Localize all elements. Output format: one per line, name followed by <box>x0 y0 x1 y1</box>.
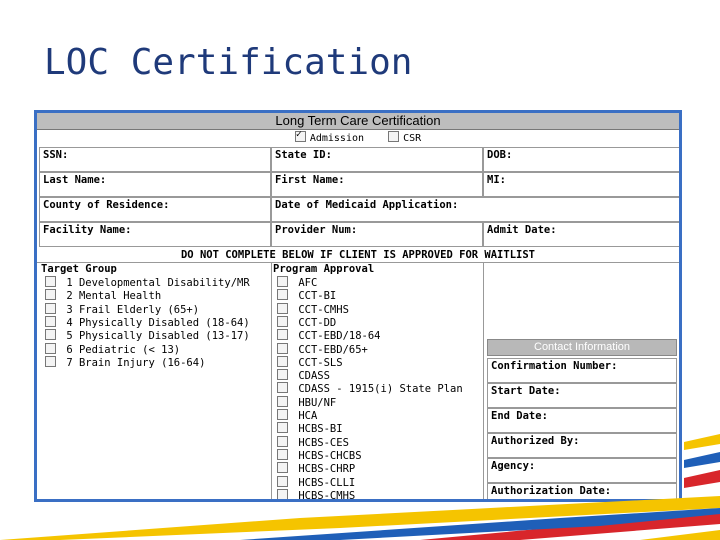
target-group-label: 5 Physically Disabled (13-17) <box>66 330 250 343</box>
target-group-label: 4 Physically Disabled (18-64) <box>66 316 250 329</box>
medicaid-date-label: Date of Medicaid Application: <box>275 199 459 211</box>
contact-field-label: Authorized By: <box>491 435 580 447</box>
program-label: HCA <box>298 410 318 422</box>
program-label: CCT-CMHS <box>298 303 349 316</box>
program-label: HBU/NF <box>298 396 337 409</box>
last-name-label: Last Name: <box>43 174 107 186</box>
program-label: HCBS-CHCBS <box>298 449 362 462</box>
slide-title: LOC Certification <box>44 42 413 83</box>
waitlist-banner: DO NOT COMPLETE BELOW IF CLIENT IS APPROVED FOR WAITLIST <box>180 249 535 261</box>
program-label: HCBS-CLLI <box>298 476 356 489</box>
state-id-label: State ID: <box>275 149 332 161</box>
contact-field-label: Confirmation Number: <box>491 360 618 372</box>
contact-information-header: Contact Information <box>487 339 677 356</box>
target-group-label: 2 Mental Health <box>66 290 162 303</box>
program-label: CCT-BI <box>298 290 337 303</box>
target-group-header: Target Group <box>41 263 117 275</box>
first-name-label: First Name: <box>275 174 345 186</box>
target-group-label: 6 Pediatric (< 13) <box>66 343 181 356</box>
program-label: CCT-SLS <box>298 356 343 369</box>
program-label: HCBS-CMHS <box>298 489 356 502</box>
stripe-blue-right <box>684 452 720 468</box>
admission-label: Admission <box>309 133 365 144</box>
program-label: CDASS - 1915(i) State Plan <box>298 383 463 396</box>
facility-name-label: Facility Name: <box>43 224 132 236</box>
program-label: CDASS <box>298 370 330 383</box>
target-group-label: 7 Brain Injury (16-64) <box>66 356 206 369</box>
program-label: HCBS-CES <box>298 436 349 449</box>
county-label: County of Residence: <box>43 199 170 211</box>
contact-field-label: Agency: <box>491 460 536 472</box>
contact-field-label: Authorization Date: <box>491 485 612 497</box>
contact-field-label: Start Date: <box>491 385 561 397</box>
program-label: CCT-EBD/65+ <box>298 343 368 356</box>
program-label: AFC <box>298 277 318 289</box>
program-label: CCT-DD <box>298 316 337 329</box>
contact-field-label: End Date: <box>491 410 548 422</box>
program-label: CCT-EBD/18-64 <box>298 330 381 343</box>
target-group-label: 3 Frail Elderly (65+) <box>66 303 200 316</box>
csr-label: CSR <box>403 133 422 144</box>
target-group-label: 1 Developmental Disability/MR <box>66 277 250 289</box>
mi-label: MI: <box>487 174 506 186</box>
stripe-red-right <box>684 470 720 488</box>
program-approval-header: Program Approval <box>273 263 375 275</box>
ssn-label: SSN: <box>43 149 69 161</box>
provider-num-label: Provider Num: <box>275 224 358 236</box>
program-label: HCBS-CHRP <box>298 463 356 476</box>
stripe-yellow-right <box>684 434 720 450</box>
dob-label: DOB: <box>487 149 513 161</box>
form-title: Long Term Care Certification <box>37 113 679 130</box>
program-label: HCBS-BI <box>298 423 343 436</box>
stripe-yellow-2 <box>640 530 720 540</box>
admit-date-label: Admit Date: <box>487 224 557 236</box>
